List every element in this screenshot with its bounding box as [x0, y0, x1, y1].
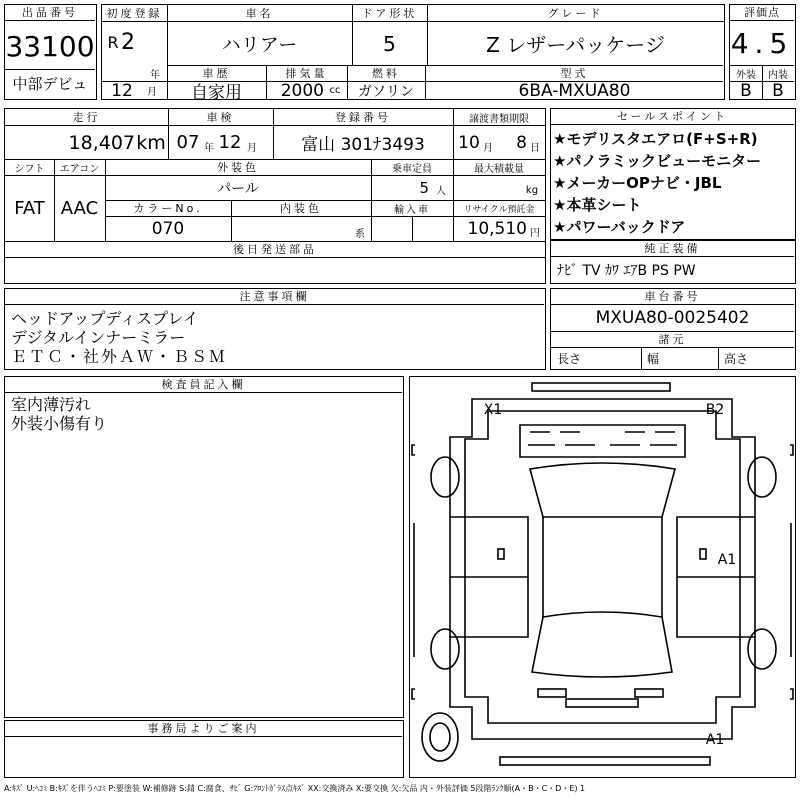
- inspector-box: [4, 376, 404, 718]
- import-label: 輸入車: [394, 204, 430, 216]
- car-name: ハリアー: [221, 34, 298, 56]
- shift: FAT: [14, 198, 45, 219]
- parts-label: 後日発送部品: [233, 243, 317, 256]
- mark-a1-side: A1: [717, 552, 737, 568]
- inspector-line: 室内薄汚れ: [11, 395, 92, 414]
- int-label: 内装: [768, 69, 788, 81]
- mark-a1-bottom: A1: [705, 732, 725, 748]
- recycle: 10,510: [467, 219, 527, 239]
- transfer-month-unit: 月: [483, 142, 493, 154]
- year: 2: [121, 29, 135, 55]
- grade-label: グレード: [547, 7, 604, 20]
- sales-point: ★パノラミックビューモニター: [553, 152, 762, 170]
- notes-line: デジタルインナーミラー: [11, 328, 186, 347]
- sales-box: [550, 108, 796, 240]
- int-grade: B: [772, 80, 784, 101]
- notes-line: ＥＴＣ・社外ＡＷ・ＢＳＭ: [11, 347, 228, 366]
- capacity-label: 乗車定員: [392, 163, 432, 175]
- plate: 富山 301ﾅ3493: [301, 135, 425, 155]
- first-reg-label: 初度登録: [106, 7, 163, 20]
- ac-label: エアコン: [59, 163, 100, 175]
- mark-b2: B2: [705, 402, 725, 418]
- era: R: [107, 32, 119, 52]
- height-label: 高さ: [724, 352, 749, 366]
- sales-point: ★パワーバックドア: [553, 218, 686, 236]
- capacity: 5: [419, 179, 429, 197]
- recycle-label: リサイクル預託金: [463, 204, 535, 215]
- int-color-label: 内装色: [280, 202, 322, 215]
- mileage-label: 走行: [72, 111, 101, 124]
- load-label: 最大積載量: [474, 163, 524, 175]
- displacement-label: 排気量: [285, 67, 328, 80]
- load-unit: kg: [525, 184, 539, 196]
- main-box: [101, 4, 725, 103]
- color-no: 070: [151, 219, 185, 239]
- sales-title: セールスポイント: [551, 109, 794, 125]
- history: 自家用: [191, 83, 242, 103]
- car-diagram-box: [409, 376, 796, 778]
- month: 12: [111, 80, 133, 101]
- inspection-month: 12: [218, 132, 242, 153]
- int-color-unit: 系: [355, 228, 365, 240]
- width-label: 幅: [647, 352, 660, 366]
- lot-label: 出品番号: [5, 5, 95, 21]
- month-unit: 月: [147, 87, 157, 98]
- inspector-line: 外装小傷有り: [11, 414, 108, 433]
- lot-number: 33100: [5, 29, 95, 63]
- sales-point: ★本革シート: [553, 196, 642, 214]
- recycle-unit: 円: [530, 227, 540, 239]
- sales-list: [553, 128, 793, 238]
- inspector-title: 検査員記入欄: [5, 377, 402, 393]
- office-title: 事務局よりご案内: [5, 721, 402, 737]
- shift-label: シフト: [14, 163, 45, 175]
- inspection-year-unit: 年: [204, 142, 214, 154]
- transfer-day: 8: [516, 132, 527, 153]
- color: パール: [217, 181, 259, 197]
- rating-box: [729, 4, 796, 100]
- capacity-unit: 人: [436, 185, 446, 197]
- rating-label: 評価点: [730, 5, 794, 21]
- model: 6BA-MXUA80: [518, 80, 631, 101]
- model-label: 型式: [560, 67, 589, 80]
- year-unit: 年: [150, 69, 160, 81]
- dims-title: 諸元: [658, 333, 687, 346]
- mileage: 18,407: [68, 131, 135, 154]
- chassis-number: MXUA80-0025402: [595, 308, 750, 328]
- history-label: 車歴: [202, 67, 231, 80]
- sales-point: ★メーカーOPナビ・JBL: [553, 174, 722, 192]
- name-label: 車名: [245, 7, 274, 20]
- length-label: 長さ: [557, 352, 582, 366]
- grade: Z レザーパッケージ: [486, 33, 665, 57]
- car-diagram: [410, 377, 795, 777]
- equipment-box: [550, 240, 796, 284]
- transfer-day-unit: 日: [530, 142, 540, 154]
- fuel: ガソリン: [358, 83, 414, 100]
- ext-label: 外装: [736, 69, 756, 81]
- venue: 中部デビュ: [12, 75, 88, 93]
- door: 5: [383, 31, 396, 56]
- equipment-value: ﾅﾋﾞ TV ｶﾜ ｴｱB PS PW: [557, 263, 696, 279]
- inspection-label: 車検: [206, 111, 235, 124]
- legend: A:ｷｽﾞ U:ﾍｺﾐ B:ｷｽﾞを伴うﾍｺﾐ P:要塗装 W:補修跡 S:錆 C:腐食、ｻﾋﾞ G:ﾌﾛﾝﾄｶﾞﾗｽ点ｷｽﾞ XX:交換済み X:要交換 欠:欠品 内・外装評価 5段階ﾗﾝｸ順(A・B・C・D・E) 1: [4, 783, 586, 793]
- transfer-month: 10: [458, 132, 480, 153]
- inspection-month-unit: 月: [247, 142, 257, 154]
- sales-point: ★モデリスタエアロ(F+S+R): [553, 130, 758, 148]
- ext-grade: B: [740, 80, 752, 101]
- equipment-title: 純正装備: [551, 241, 794, 257]
- notes-line: ヘッドアップディスプレイ: [11, 309, 199, 328]
- door-label: ドア形状: [361, 7, 418, 20]
- notes-title: 注意事項欄: [5, 289, 544, 305]
- color-label: 外装色: [217, 161, 259, 174]
- chassis-title: 車台番号: [551, 289, 794, 305]
- fuel-label: 燃料: [372, 67, 400, 80]
- displacement: 2000: [280, 80, 324, 101]
- lot-box: [4, 4, 97, 100]
- office-box: [4, 720, 404, 778]
- ac: AAC: [60, 198, 99, 219]
- chassis-box: [550, 288, 796, 370]
- plate-label: 登録番号: [335, 111, 391, 124]
- mileage-unit: km: [136, 131, 166, 154]
- mark-x1: X1: [483, 402, 503, 418]
- transfer-label: 譲渡書類期限: [469, 113, 529, 125]
- rating: 4.5: [730, 27, 794, 60]
- color-no-label: カラーNo.: [133, 202, 203, 215]
- displacement-unit: cc: [329, 85, 341, 96]
- notes-box: [4, 288, 546, 370]
- details-box: [4, 108, 546, 284]
- inspection-year: 07: [176, 132, 200, 153]
